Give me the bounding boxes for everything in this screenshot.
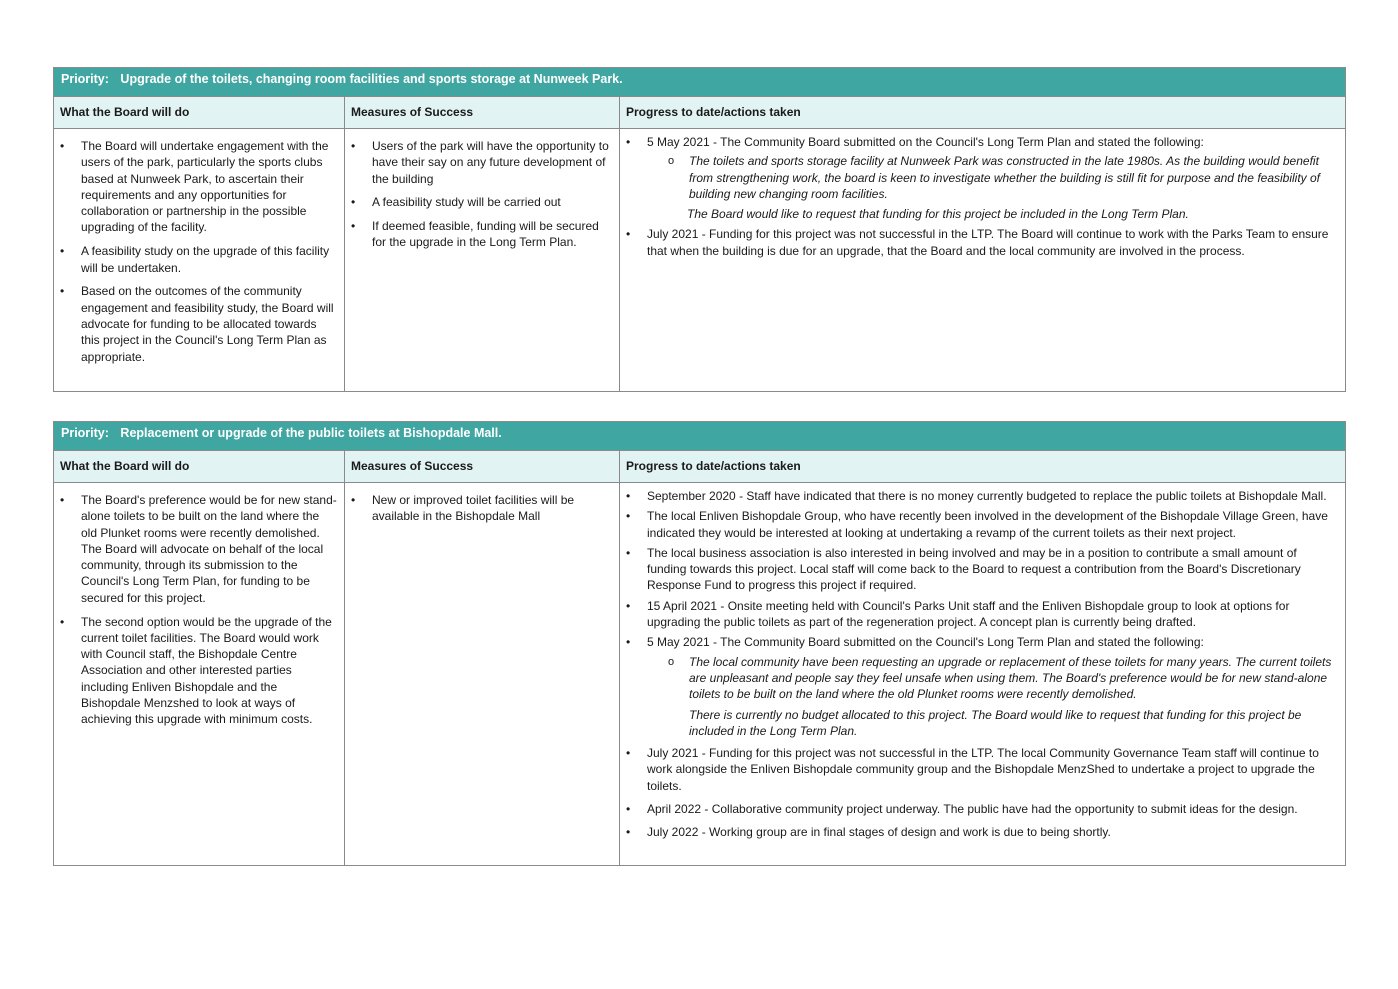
sub-list-item: o The local community have been requesting an upgrade or replacement of these toilets for many years. The current toilets are unpleasant and people say they feel unsafe when using them. The Board's preference would be for new stand-alone toilets to be built on the land where the old Plunket rooms were recently demolished. [668, 654, 1332, 702]
list-item: • July 2021 - Funding for this project was not successful in the LTP. The local Community Governance Team staff will continue to work alongside the Enliven Bishopdale community group and the Bishopdale MenzShed to undertake a project to upgrade the toilets. [626, 746, 1319, 793]
priority-label: Priority: [61, 72, 109, 86]
list-item: • July 2021 - Funding for this project was not successful in the LTP. The Board will continue to work with the Parks Team to ensure that when the building is due for an upgrade, that the Board and the local community are involved in the process. [626, 227, 1329, 258]
list-item: • A feasibility study will be carried out [351, 195, 561, 210]
column-header-progress: Progress to date/actions taken [626, 459, 801, 473]
progress-cell [620, 482, 1345, 865]
list-item: • The second option would be the upgrade of the current toilet facilities. The Board would work with Council staff, the Bishopdale Centre Association and other interested parties including Enliven Bishopdale and the Bishopdale Menzshed to look at ways of achieving this upgrade with minimum costs. [60, 614, 332, 727]
list-item: • 5 May 2021 - The Community Board submitted on the Council's Long Term Plan and stated the following: o The toilets and sports storage facility at Nunweek Park was constructed in the late 1980s. As the building would benefit from strengthening work, the board is keen to investigate whether the building is still fit for purpose and the feasibility of building new changing room facilities. The Board would like to request that funding for this project be included in the Long Term Plan. [647, 134, 1339, 222]
measures-cell [345, 128, 620, 391]
priority-title: Replacement or upgrade of the public toilets at Bishopdale Mall. [120, 426, 502, 440]
sub-list-item: o The toilets and sports storage facility at Nunweek Park was constructed in the late 1980s. As the building would benefit from strengthening work, the board is keen to investigate whether the building is still fit for purpose and the feasibility of building new changing room facilities. [668, 154, 1321, 201]
column-header-board: What the Board will do [54, 451, 345, 482]
column-header-measures: Measures of Success [345, 97, 620, 128]
board-will-do-cell [54, 128, 345, 391]
board-will-do-cell [54, 482, 345, 865]
priority-header [54, 422, 1345, 451]
measures-cell [345, 482, 620, 865]
list-item: • 15 April 2021 - Onsite meeting held with Council's Parks Unit staff and the Enliven Bishopdale group to look at options for upgrading the public toilets as part of the regeneration project. A concept plan is currently being drafted. [626, 598, 1290, 630]
column-header-measures: Measures of Success [345, 451, 620, 482]
column-header-row [54, 451, 1345, 483]
priority-label: Priority: [61, 426, 109, 440]
list-item: • A feasibility study on the upgrade of this facility will be undertaken. [60, 244, 330, 275]
list-item: • 5 May 2021 - The Community Board submitted on the Council's Long Term Plan and stated the following: o The local community have been requesting an upgrade or replacement of these toilets for many years. The current toilets are unpleasant and people say they feel unsafe when using them. The Board's preference would be for new stand-alone toilets to be built on the land where the old Plunket rooms were recently demolished. There is currently no budget allocated to this project. The Board would like to request that funding for this project be included in the Long Term Plan. [647, 634, 1339, 739]
column-header-board: What the Board will do [54, 97, 345, 128]
priority-title: Upgrade of the toilets, changing room facilities and sports storage at Nunweek Park. [120, 72, 623, 86]
list-item: • Users of the park will have the opportunity to have their say on any future development of the building [351, 139, 609, 186]
table-body-row [54, 128, 1345, 391]
list-item: • July 2022 - Working group are in final stages of design and work is due to being shortly. [626, 825, 1111, 840]
table-body-row [54, 482, 1345, 865]
list-item: • The Board will undertake engagement with the users of the park, particularly the sports clubs based at Nunweek Park, to ascertain their requirements and any opportunities for collaboration or partnership in the possible upgrading of the facility. [60, 139, 329, 235]
sub-paragraph: There is currently no budget allocated to this project. The Board would like to request that funding for this project be included in the Long Term Plan. [689, 707, 1302, 738]
sub-paragraph: The Board would like to request that funding for this project be included in the Long Term Plan. [687, 207, 1189, 222]
list-item: • The Board's preference would be for new stand-alone toilets to be built on the land where the old Plunket rooms were recently demolished. The Board will advocate on behalf of the local community, through its submission to the Council's Long Term Plan, for funding to be secured for this project. [60, 493, 337, 605]
list-item: • The local Enliven Bishopdale Group, who have recently been involved in the development of the Bishopdale Village Green, have indicated they would be interested at looking at undertaking a revamp of the current toilets as their next project. [626, 509, 1328, 540]
column-header-progress: Progress to date/actions taken [626, 105, 801, 119]
priority-table-nunweek [53, 67, 1346, 392]
list-item: • New or improved toilet facilities will be available in the Bishopdale Mall [351, 493, 575, 524]
list-item: • Based on the outcomes of the community engagement and feasibility study, the Board will advocate for funding to be allocated towards this project in the Council's Long Term Plan as appropriate. [60, 284, 334, 364]
list-item: • The local business association is also interested in being involved and may be in a position to contribute a small amount of funding towards this project. Local staff will come back to the Board to request a contribution from the Board's Discretionary Response Fund to progress this project if required. [626, 545, 1301, 593]
list-item: • April 2022 - Collaborative community project underway. The public have had the opportunity to submit ideas for the design. [626, 802, 1298, 817]
list-item: • If deemed feasible, funding will be secured for the upgrade in the Long Term Plan. [351, 219, 599, 250]
priority-header [54, 68, 1345, 97]
progress-cell [620, 128, 1345, 391]
column-header-row [54, 97, 1345, 129]
list-item: • September 2020 - Staff have indicated that there is no money currently budgeted to replace the public toilets at Bishopdale Mall. [626, 489, 1327, 503]
priority-table-bishopdale [53, 421, 1346, 866]
